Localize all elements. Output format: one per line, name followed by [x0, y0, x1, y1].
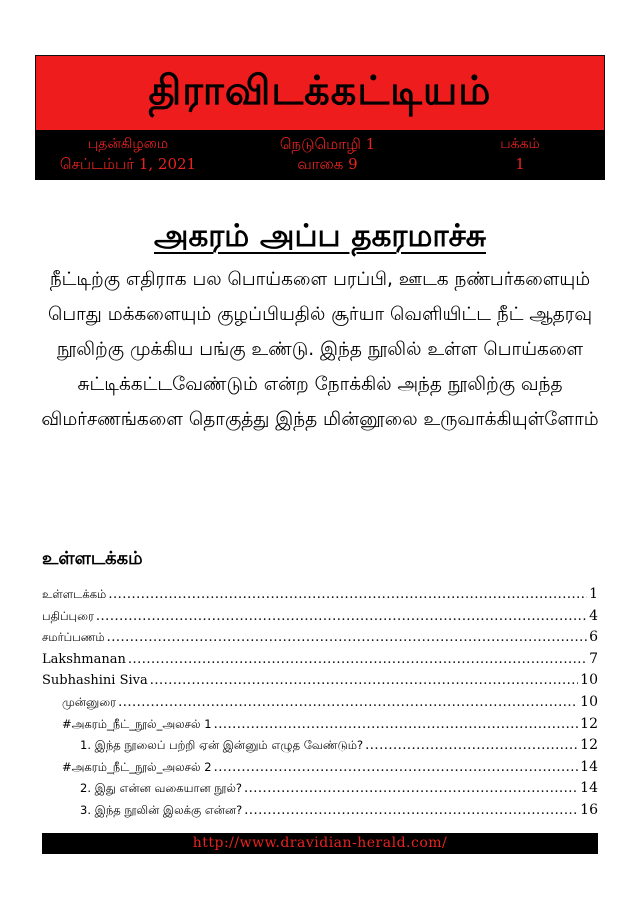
article-intro: நீட்டிற்கு எதிராக பல பொய்களை பரப்பி, ஊடக நண்பர்களையும் பொது மக்களையும் குழப்பியதில் சூர்யா வெளியிட்ட நீட் ஆதரவு நூலிற்கு முக்கிய பங்கு உண்டு. இந்த நூலில் உள்ள பொய்களை சுட்டிக்கட்டவேண்டும் என்ற நோக்கில் அந்த நூலிற்கு வந்த விமர்சணங்களை தொகுத்து இந்த மின்னூலை உருவாக்கியுள்ளோம் [41, 269, 599, 430]
toc-leader-dots [108, 587, 587, 602]
table-of-contents [42, 586, 598, 824]
toc-leader-dots [150, 673, 578, 688]
masthead [35, 55, 605, 180]
masthead-title-bar [35, 55, 605, 130]
toc-leader-dots [365, 738, 578, 753]
toc-heading: உள்ளடக்கம் [42, 548, 143, 569]
toc-entry-page: 7 [589, 650, 598, 667]
toc-leader-dots [118, 695, 578, 710]
toc-entry-page: 16 [580, 801, 598, 818]
toc-entry[interactable] [42, 802, 598, 824]
toc-leader-dots [244, 803, 578, 818]
page-number-block [465, 134, 575, 174]
toc-entry-label: முன்னுரை [62, 694, 117, 709]
toc-leader-dots [128, 652, 587, 667]
footer-url-link[interactable]: http://www.dravidian-herald.com/ [192, 835, 448, 851]
toc-entry-page: 12 [580, 715, 598, 732]
issue-volume: நெடுமொழி 1 [279, 135, 376, 153]
toc-entry[interactable] [42, 737, 598, 759]
toc-entry-label: சமர்ப்பணம் [42, 630, 105, 645]
footer-url-bar[interactable] [42, 833, 598, 854]
toc-entry[interactable] [42, 608, 598, 630]
toc-leader-dots [96, 609, 587, 624]
newspaper-title: திராவிடக்கட்டியம் [148, 67, 492, 114]
toc-entry-label: Lakshmanan [42, 651, 126, 667]
toc-entry[interactable] [42, 651, 598, 673]
toc-entry-page: 10 [580, 693, 598, 710]
page-label: பக்கம் [500, 136, 540, 152]
toc-leader-dots [214, 717, 579, 732]
toc-entry[interactable] [42, 672, 598, 694]
toc-entry-page: 1 [589, 586, 598, 602]
toc-entry-label: உள்ளடக்கம் [42, 587, 107, 601]
article-headline: அகரம் அப்ப தகரமாச்சு [154, 218, 486, 254]
toc-entry-label: பதிப்புரை [42, 608, 94, 623]
toc-entry[interactable] [42, 629, 598, 651]
issue-date-block [53, 134, 203, 174]
toc-entry-label: 3. இந்த நூலின் இலக்கு என்ன? [80, 802, 243, 817]
toc-entry-label: #அகரம்_நீட்_நூல்_அலசல் 1 [62, 716, 212, 731]
toc-entry-page: 10 [580, 672, 598, 689]
toc-entry-label: 1. இந்த நூலைப் பற்றி ஏன் இன்னும் எழுத வேண்டும்? [80, 738, 364, 753]
issue-day: புதன்கிழமை [87, 136, 169, 152]
issue-number: வாகை 9 [297, 155, 358, 173]
toc-leader-dots [214, 760, 579, 775]
toc-entry[interactable] [42, 759, 598, 781]
toc-leader-dots [244, 781, 578, 796]
issue-date: செப்டம்பர் 1, 2021 [59, 155, 197, 173]
page-number: 1 [515, 155, 525, 173]
toc-entry-page: 4 [589, 607, 598, 624]
toc-entry-label: Subhashini Siva [42, 673, 148, 689]
toc-entry-page: 14 [580, 758, 598, 775]
toc-entry[interactable] [42, 716, 598, 738]
toc-entry-label: #அகரம்_நீட்_நூல்_அலசல் 2 [62, 759, 212, 774]
toc-entry-page: 14 [580, 780, 598, 797]
toc-entry-label: 2. இது என்ன வகையான நூல்? [80, 781, 243, 796]
masthead-info-bar [35, 130, 605, 180]
toc-leader-dots [107, 630, 587, 645]
toc-entry-page: 12 [580, 737, 598, 754]
toc-entry[interactable] [42, 780, 598, 802]
issue-volume-block [245, 134, 410, 174]
toc-entry-page: 6 [589, 629, 598, 646]
toc-entry[interactable] [42, 694, 598, 716]
toc-entry[interactable] [42, 586, 598, 608]
